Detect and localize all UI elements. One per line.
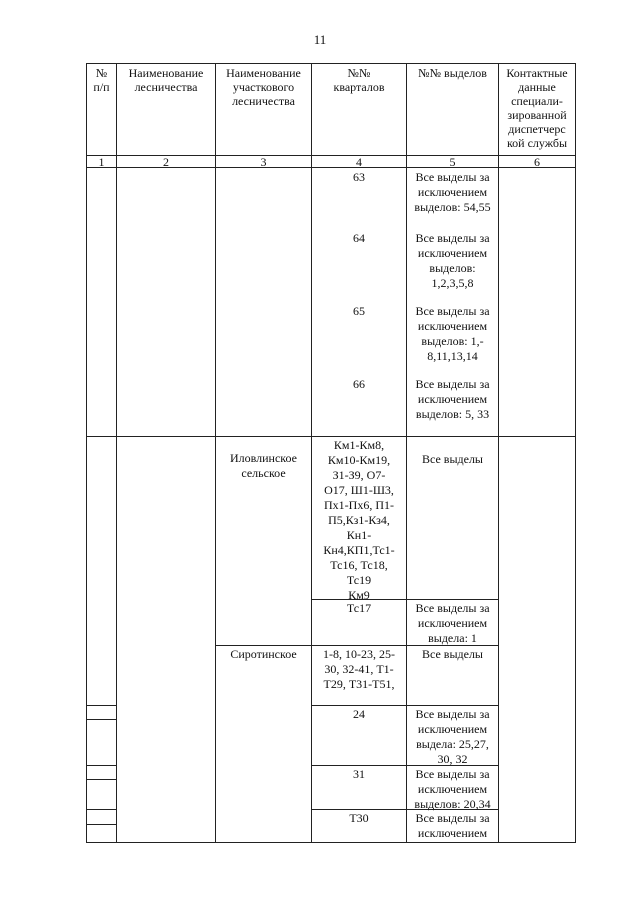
index-4: 4: [356, 155, 362, 169]
plots-cell: Все выделы: [421, 452, 483, 466]
plots-cell: Все выделы за исключением выделов: 1,2,3,5,8: [415, 231, 490, 290]
header-quarters: №№ кварталов: [333, 66, 385, 94]
header-plots: №№ выделов: [418, 66, 487, 80]
quarter-cell: Тс17: [346, 601, 372, 615]
quarter-cell: 1-8, 10-23, 25- 30, 32-41, Т1- Т29, Т31-Т51,: [323, 647, 395, 691]
plots-cell: Все выделы за исключением выделов: 20,34: [414, 767, 491, 811]
quarter-cell: 64: [353, 231, 365, 245]
quarter-cell: 66: [353, 377, 365, 391]
plots-cell: Все выделы: [421, 647, 483, 661]
quarter-cell: Т30: [349, 811, 369, 825]
plots-cell: Все выделы за исключением: [415, 811, 490, 840]
plots-cell: Все выделы за исключением выдела: 25,27, 30, 32: [415, 707, 490, 766]
plots-cell: Все выделы за исключением выделов: 5, 33: [415, 377, 490, 421]
index-2: 2: [163, 155, 169, 169]
quarter-cell: 31: [353, 767, 365, 781]
quarter-cell: 24: [353, 707, 365, 721]
district-forestry-name: Иловлинское сельское: [229, 451, 297, 480]
district-forestry-name: Сиротинское: [230, 647, 297, 661]
plots-cell: Все выделы за исключением выделов: 1,- 8,11,13,14: [415, 304, 490, 363]
plots-cell: Все выделы за исключением выделов: 54,55: [414, 170, 491, 214]
index-3: 3: [260, 155, 267, 169]
quarter-cell: Км1-Км8, Км10-Км19, З1-З9, О7- О17, Ш1-Ш3, Пх1-Пх6, П1- П5,Кз1-Кз4, Кн1- Кн4,КП1,Тс1- Тс16, Тс18, Тс19 Км9: [323, 438, 395, 602]
header-dispatch-contacts: Контактные данные специали- зированной диспетчерс кой службы: [506, 66, 568, 150]
index-6: 6: [534, 155, 540, 169]
header-district-forestry: Наименование участкового лесничества: [226, 66, 301, 108]
quarter-cell: 63: [353, 170, 365, 184]
index-1: 1: [98, 155, 105, 169]
index-5: 5: [449, 155, 456, 169]
quarter-cell: 65: [353, 304, 365, 318]
header-number: № п/п: [93, 66, 110, 94]
page-number: 11: [313, 32, 327, 47]
header-forestry: Наименование лесничества: [128, 66, 204, 94]
plots-cell: Все выделы за исключением выдела: 1: [415, 601, 490, 645]
